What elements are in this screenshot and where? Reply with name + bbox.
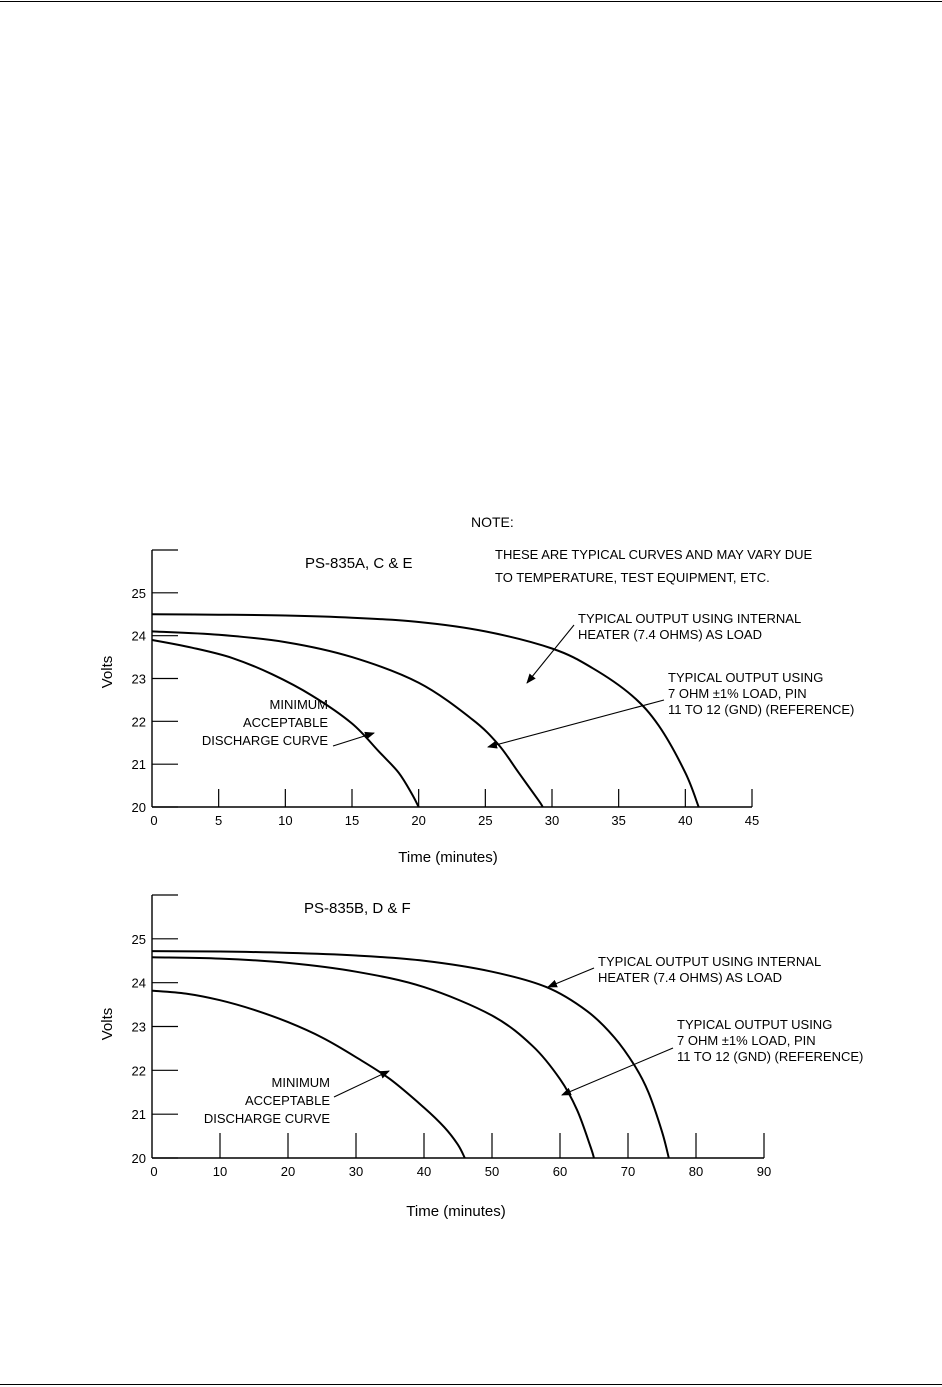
x-tick-label: 50 — [484, 1164, 500, 1179]
x-tick-label: 30 — [348, 1164, 364, 1179]
series-line-0 — [152, 614, 699, 807]
y-tick-label: 20 — [131, 800, 146, 815]
x-tick-label: 35 — [611, 813, 626, 828]
x-tick-label: 40 — [416, 1164, 432, 1179]
x-tick-label: 20 — [411, 813, 426, 828]
chart-ps835bdf — [99, 895, 863, 1220]
y-tick-label: 22 — [131, 714, 146, 730]
annotation-arrow — [548, 968, 594, 987]
x-tick-label: 0 — [150, 1164, 158, 1179]
annotation-label: MINIMUM ACCEPTABLE DISCHARGE CURVE — [201, 697, 328, 748]
y-tick-label: 25 — [131, 931, 146, 947]
x-tick-label: 10 — [212, 1164, 228, 1179]
x-tick-label: 15 — [344, 813, 360, 828]
y-tick-label: 23 — [131, 1019, 146, 1035]
x-axis-label: Time (minutes) — [398, 849, 498, 866]
y-tick-label: 20 — [131, 1151, 146, 1166]
annotation-arrow — [488, 700, 664, 747]
annotation-label: TYPICAL OUTPUT USING 7 OHM ±1% LOAD, PIN 11 TO 12 (GND) (REFERENCE) — [668, 670, 855, 717]
annotation-label: TYPICAL OUTPUT USING INTERNAL HEATER (7.4 OHMS) AS LOAD — [598, 954, 822, 985]
x-axis-label: Time (minutes) — [406, 1203, 506, 1220]
note-line: TO TEMPERATURE, TEST EQUIPMENT, ETC. — [495, 570, 770, 585]
x-tick-label: 5 — [215, 813, 223, 828]
x-tick-label: 10 — [278, 813, 293, 828]
x-tick-label: 60 — [552, 1164, 568, 1179]
annotation-arrow — [334, 1071, 389, 1097]
chart-title: PS-835B, D & F — [304, 900, 411, 917]
annotation-label: TYPICAL OUTPUT USING 7 OHM ±1% LOAD, PIN 11 TO 12 (GND) (REFERENCE) — [677, 1017, 864, 1064]
note-line: THESE ARE TYPICAL CURVES AND MAY VARY DUE — [495, 547, 813, 562]
y-tick-label: 21 — [131, 757, 146, 773]
x-tick-label: 0 — [150, 813, 158, 828]
y-tick-label: 23 — [131, 671, 146, 687]
note-block — [471, 514, 812, 585]
y-tick-label: 24 — [131, 628, 146, 644]
x-tick-label: 20 — [280, 1164, 296, 1179]
y-tick-label: 22 — [131, 1063, 146, 1079]
x-tick-label: 45 — [744, 813, 760, 828]
x-tick-label: 30 — [544, 813, 560, 828]
x-tick-label: 80 — [688, 1164, 704, 1179]
x-tick-label: 40 — [678, 813, 693, 828]
annotation-arrow — [562, 1048, 673, 1095]
y-tick-label: 21 — [131, 1107, 146, 1123]
annotation-label: MINIMUM ACCEPTABLE DISCHARGE CURVE — [203, 1075, 330, 1126]
x-tick-label: 70 — [620, 1164, 636, 1179]
series-line-1 — [152, 957, 594, 1158]
y-axis-label: Volts — [99, 1007, 116, 1041]
y-tick-label: 24 — [131, 975, 146, 991]
chart-title: PS-835A, C & E — [305, 555, 413, 572]
chart-ps835ace — [99, 550, 854, 866]
y-axis-label: Volts — [99, 655, 116, 689]
annotation-label: TYPICAL OUTPUT USING INTERNAL HEATER (7.4 OHMS) AS LOAD — [578, 611, 802, 642]
x-tick-label: 25 — [478, 813, 493, 828]
x-tick-label: 90 — [756, 1164, 772, 1179]
y-tick-label: 25 — [131, 585, 146, 601]
note-heading: NOTE: — [471, 514, 514, 530]
